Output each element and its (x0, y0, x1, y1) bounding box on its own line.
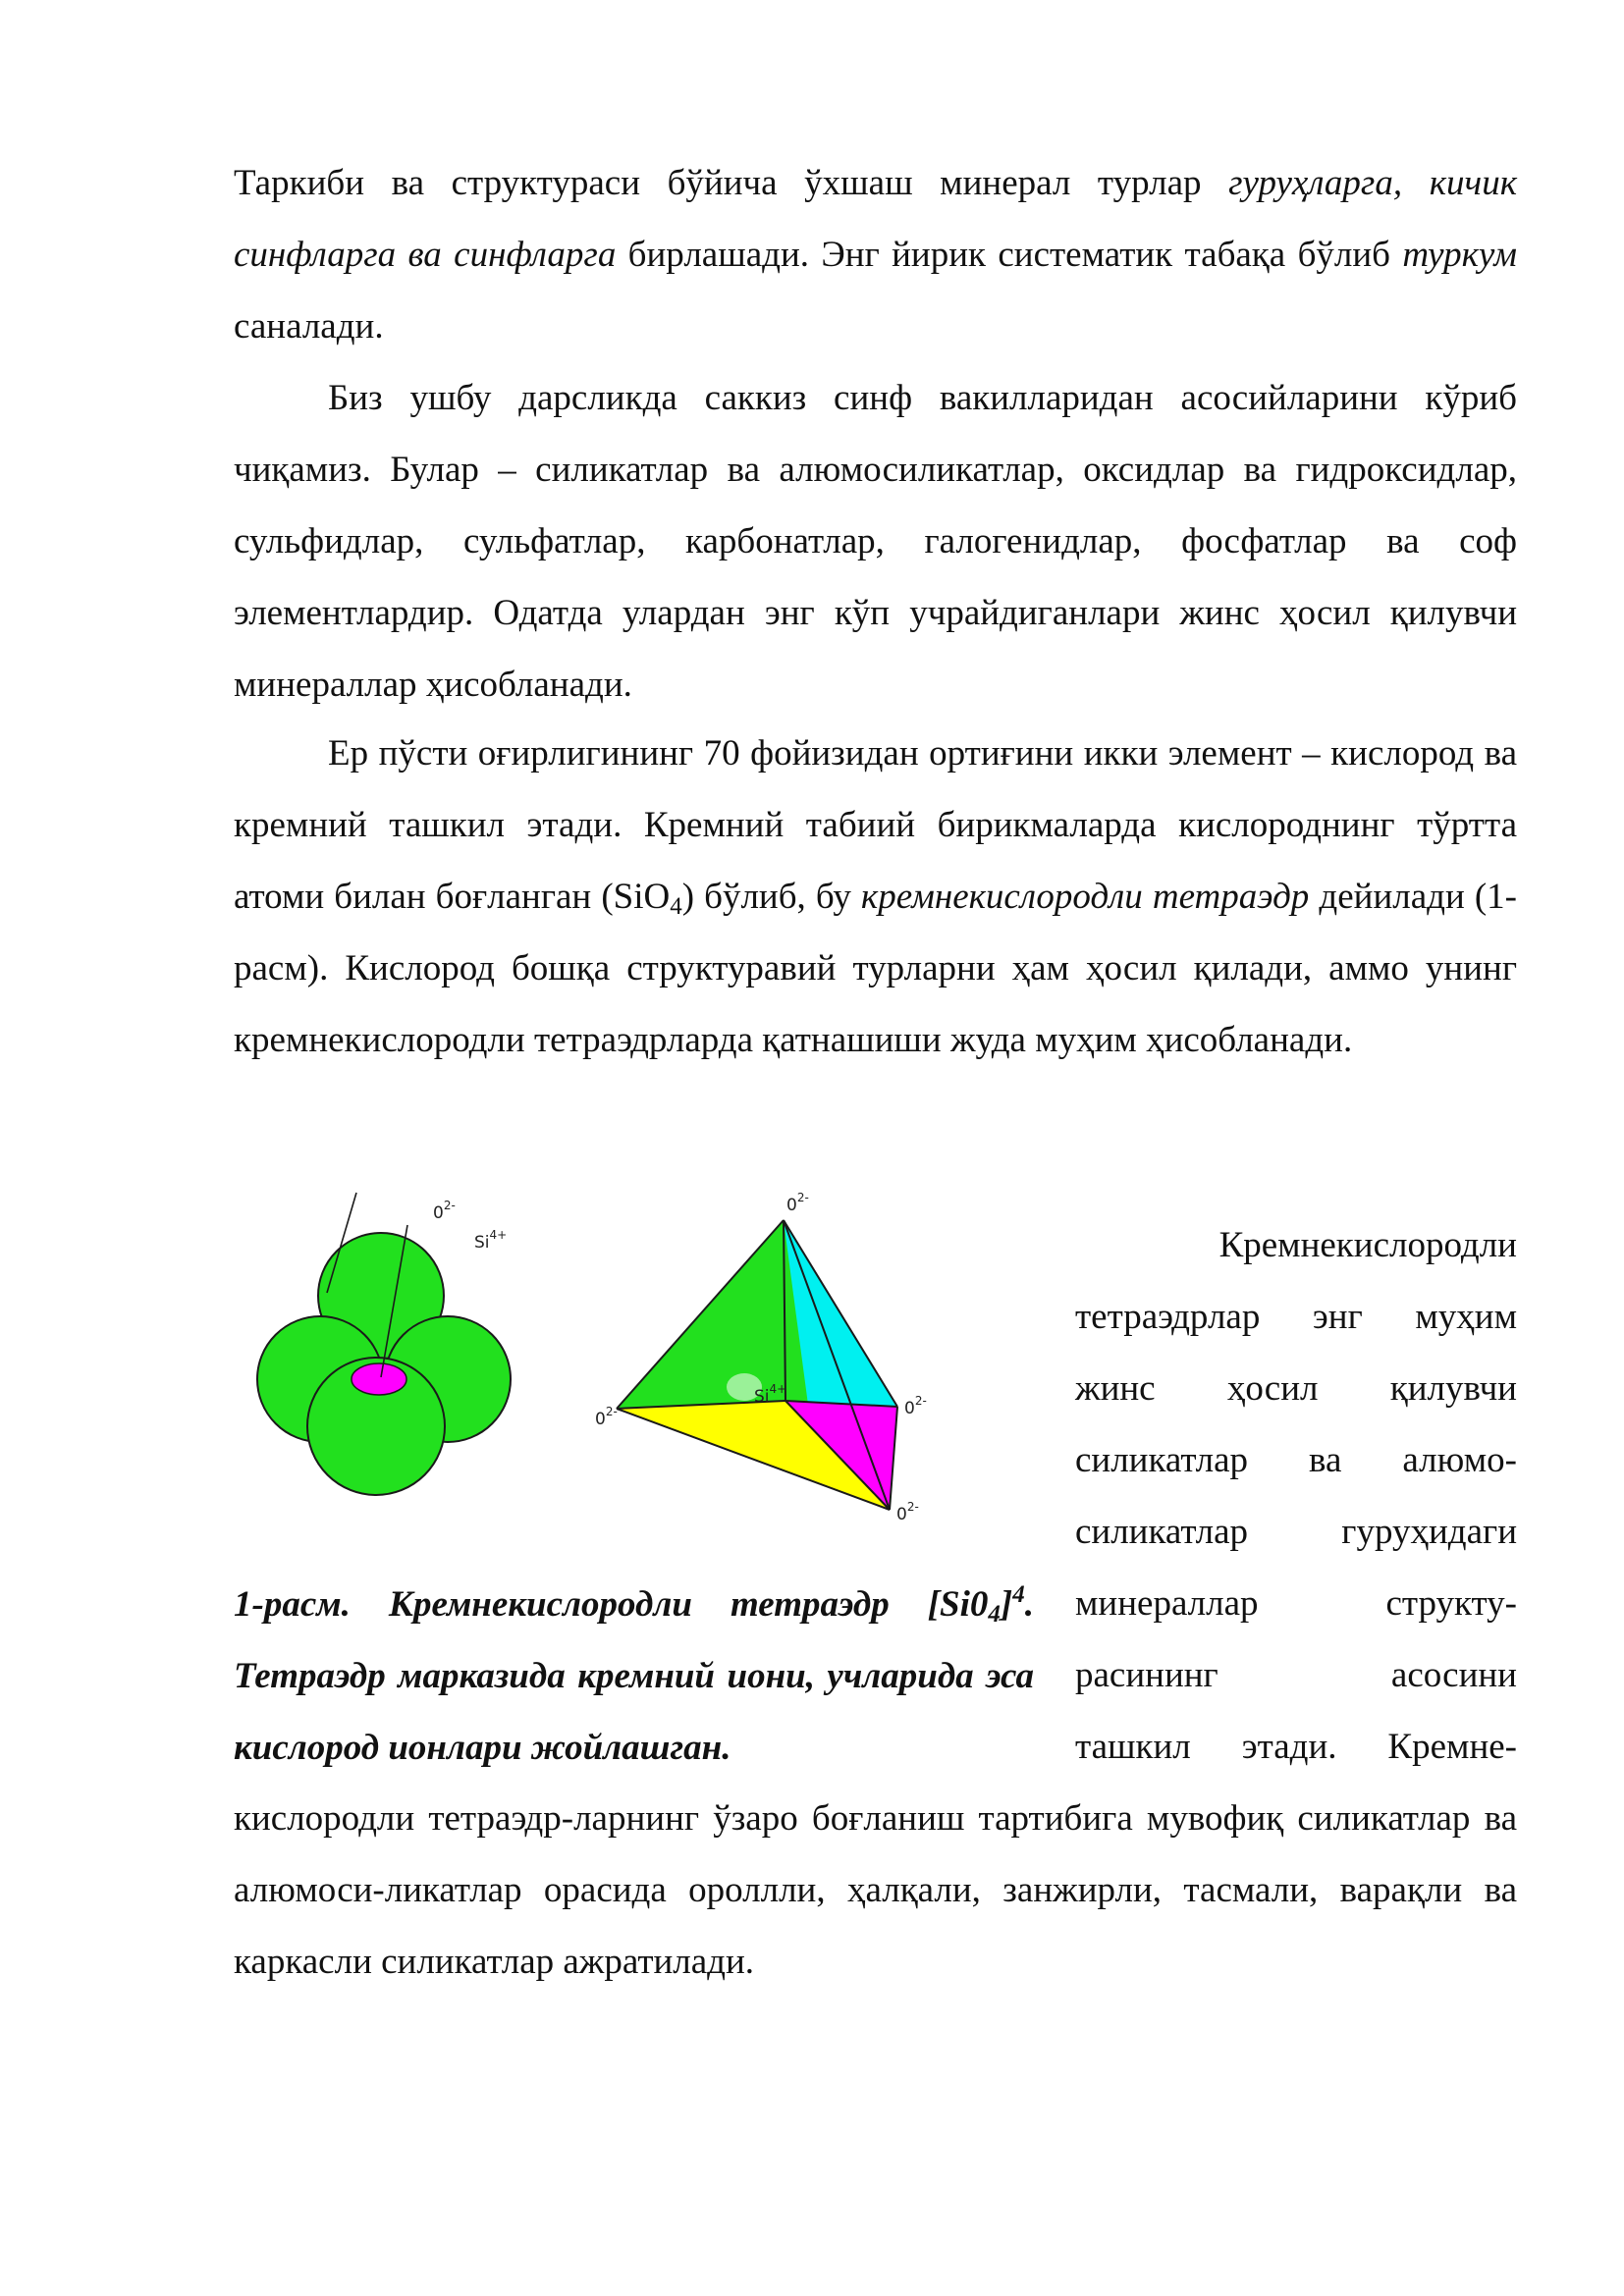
p1-text-b: бирлашади. Энг йирик систематик табақа бўлиб (616, 235, 1403, 275)
caption-text-a: 1-расм. Кремнекислородли тетраэдр [Si0 (234, 1584, 989, 1625)
tetrahedron-model (595, 1191, 927, 1524)
figure-svg (234, 1173, 1049, 1546)
p1-italic-groups: гуруҳларга, кичик синфларга ва синфларга (234, 163, 1517, 275)
side-line: тетраэдрлар энг муҳим (1075, 1297, 1517, 1337)
tetra-oxygen-right-label: $0^{2-}$ (904, 1394, 927, 1418)
sphere-silicon-label: $Si^{4+}$ (474, 1228, 508, 1253)
caption-text-b: . Тетраэдр марказида кремний иони, учларида эса кислород ионлари жойлашган. (234, 1584, 1034, 1768)
tetra-silicon-label: $Si^{4+}$ (754, 1382, 787, 1407)
tetra-oxygen-bottom-label: $0^{2-}$ (896, 1500, 919, 1524)
side-line: минераллар структу- (1075, 1583, 1517, 1624)
sphere-oxygen-label: $0^{2-}$ (433, 1199, 456, 1223)
p3-subscript: 4 (670, 893, 682, 920)
p3-text-a: Ер пўсти оғирлигининг 70 фойизидан ортиғини икки элемент – кислород ва кремний ташкил этади. Кремний табиий бирикмаларда кислороднинг тўртта атоми билан боғланган (SiO (234, 733, 1517, 917)
caption-superscript: 4 (1012, 1581, 1025, 1608)
side-column-text (1075, 1209, 1517, 1783)
side-line: жинс ҳосил қилувчи (1075, 1368, 1517, 1409)
caption-subscript: 4 (988, 1601, 1001, 1628)
silicon-ion (352, 1363, 406, 1395)
figure-tetrahedron (234, 1173, 1049, 1546)
paragraph-silicate-types: кислородли тетраэдр-ларнинг ўзаро боғланиш тартибига мувофиқ силикатлар ва алюмоси-ликатлар орасида ороллли, ҳалқали, занжирли, тасмали, варақли ва каркасли силикатлар ажратилади. (234, 1798, 1517, 1982)
paragraph-classification (234, 147, 1517, 362)
p3-text-b: ) бўлиб, бу (681, 877, 861, 917)
tetra-oxygen-top-label: $0^{2-}$ (786, 1191, 809, 1215)
p3-italic-term: кремнекислородли тетраэдр (860, 877, 1310, 917)
side-line: Кремнекислородли (1218, 1225, 1517, 1265)
paragraph-silicon-oxygen (234, 718, 1517, 1076)
tetra-oxygen-left-label: $0^{2-}$ (595, 1405, 618, 1429)
side-line: расининг асосини (1075, 1655, 1517, 1695)
p1-text-c: саналади. (234, 306, 384, 347)
p3-text-c: дейилади (1-расм). Кислород бошқа структуравий турларни ҳам ҳосил қилади, аммо унинг кремнекислородли тетраэдрларда қатнашиши жуда муҳим ҳисобланади. (234, 877, 1517, 1060)
side-line: силикатлар ва алюмо- (1075, 1440, 1517, 1480)
side-line: ташкил этади. Кремне- (1075, 1727, 1517, 1767)
spheres-model (257, 1193, 511, 1495)
p1-italic-type: туркум (1402, 235, 1517, 275)
p1-text-a: Таркиби ва структураси бўйича ўхшаш минерал турлар (234, 163, 1229, 203)
side-line: силикатлар гуруҳидаги (1075, 1512, 1517, 1552)
paragraph-eight-classes: Биз ушбу дарсликда саккиз синф вакилларидан асосийларини кўриб чиқамиз. Булар – силикатлар ва алюмосиликатлар, оксидлар ва гидроксидлар, сульфидлар, сульфатлар, карбонатлар, галогенидлар, фосфатлар ва соф элементлардир. Одатда улардан энг кўп учрайдиганлари жинс ҳосил қилувчи минераллар ҳисобланади. (234, 378, 1517, 705)
caption-bracket: ] (1000, 1584, 1013, 1625)
figure-caption (234, 1569, 1034, 1784)
